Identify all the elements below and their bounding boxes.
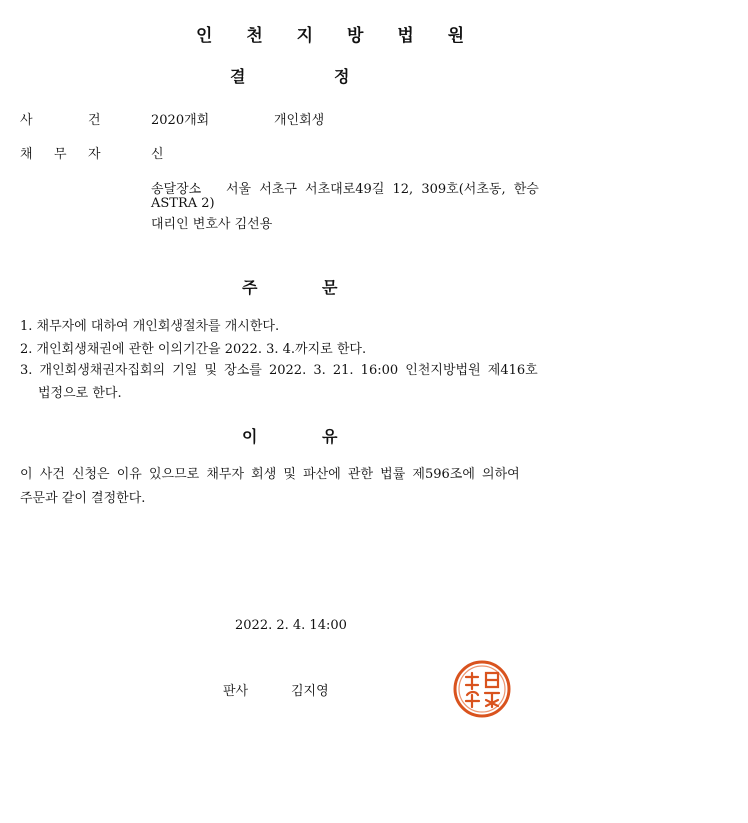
case-label-2: 건 bbox=[88, 113, 101, 128]
judge-seal-icon bbox=[452, 659, 512, 719]
doc-title-left: 결 bbox=[230, 67, 246, 86]
debtor-label-3: 자 bbox=[88, 147, 101, 162]
reason-line-1: 이 사건 신청은 이유 있으므로 채무자 회생 및 파산에 관한 법률 제596조에 의하여 bbox=[20, 467, 520, 482]
judge-name: 김지영 bbox=[291, 684, 329, 699]
order-item-1: 1. 채무자에 대하여 개인회생절차를 개시한다. bbox=[20, 319, 280, 334]
reason-heading-right: 유 bbox=[322, 427, 338, 446]
debtor-label-1: 채 bbox=[20, 147, 33, 162]
address-label: 송달장소 bbox=[151, 182, 202, 197]
address-line2: ASTRA 2) bbox=[151, 196, 215, 211]
debtor-agent: 대리인 변호사 김선용 bbox=[151, 217, 273, 232]
reason-line-2: 주문과 같이 결정한다. bbox=[20, 491, 146, 506]
judge-label: 판사 bbox=[223, 684, 249, 699]
order-heading-left: 주 bbox=[242, 278, 258, 297]
doc-title-right: 정 bbox=[334, 67, 350, 86]
order-heading-right: 문 bbox=[322, 278, 338, 297]
debtor-label-2: 무 bbox=[54, 147, 67, 162]
case-number: 2020개회 bbox=[151, 113, 210, 128]
case-type: 개인회생 bbox=[274, 113, 325, 128]
order-item-3-cont: 법정으로 한다. bbox=[38, 386, 122, 401]
debtor-name: 신 bbox=[151, 147, 164, 162]
court-name: 인 천 지 방 법 원 bbox=[196, 26, 479, 46]
order-item-2: 2. 개인회생채권에 관한 이의기간을 2022. 3. 4.까지로 한다. bbox=[20, 342, 367, 357]
reason-heading-left: 이 bbox=[242, 427, 258, 446]
address-line1: 서울 서초구 서초대로49길 12, 309호(서초동, 한승 bbox=[226, 182, 539, 197]
order-item-3: 3. 개인회생채권자집회의 기일 및 장소를 2022. 3. 21. 16:00 인천지방법원 제416호 bbox=[20, 363, 538, 378]
case-label-1: 사 bbox=[20, 113, 33, 128]
decision-date: 2022. 2. 4. 14:00 bbox=[235, 618, 347, 633]
